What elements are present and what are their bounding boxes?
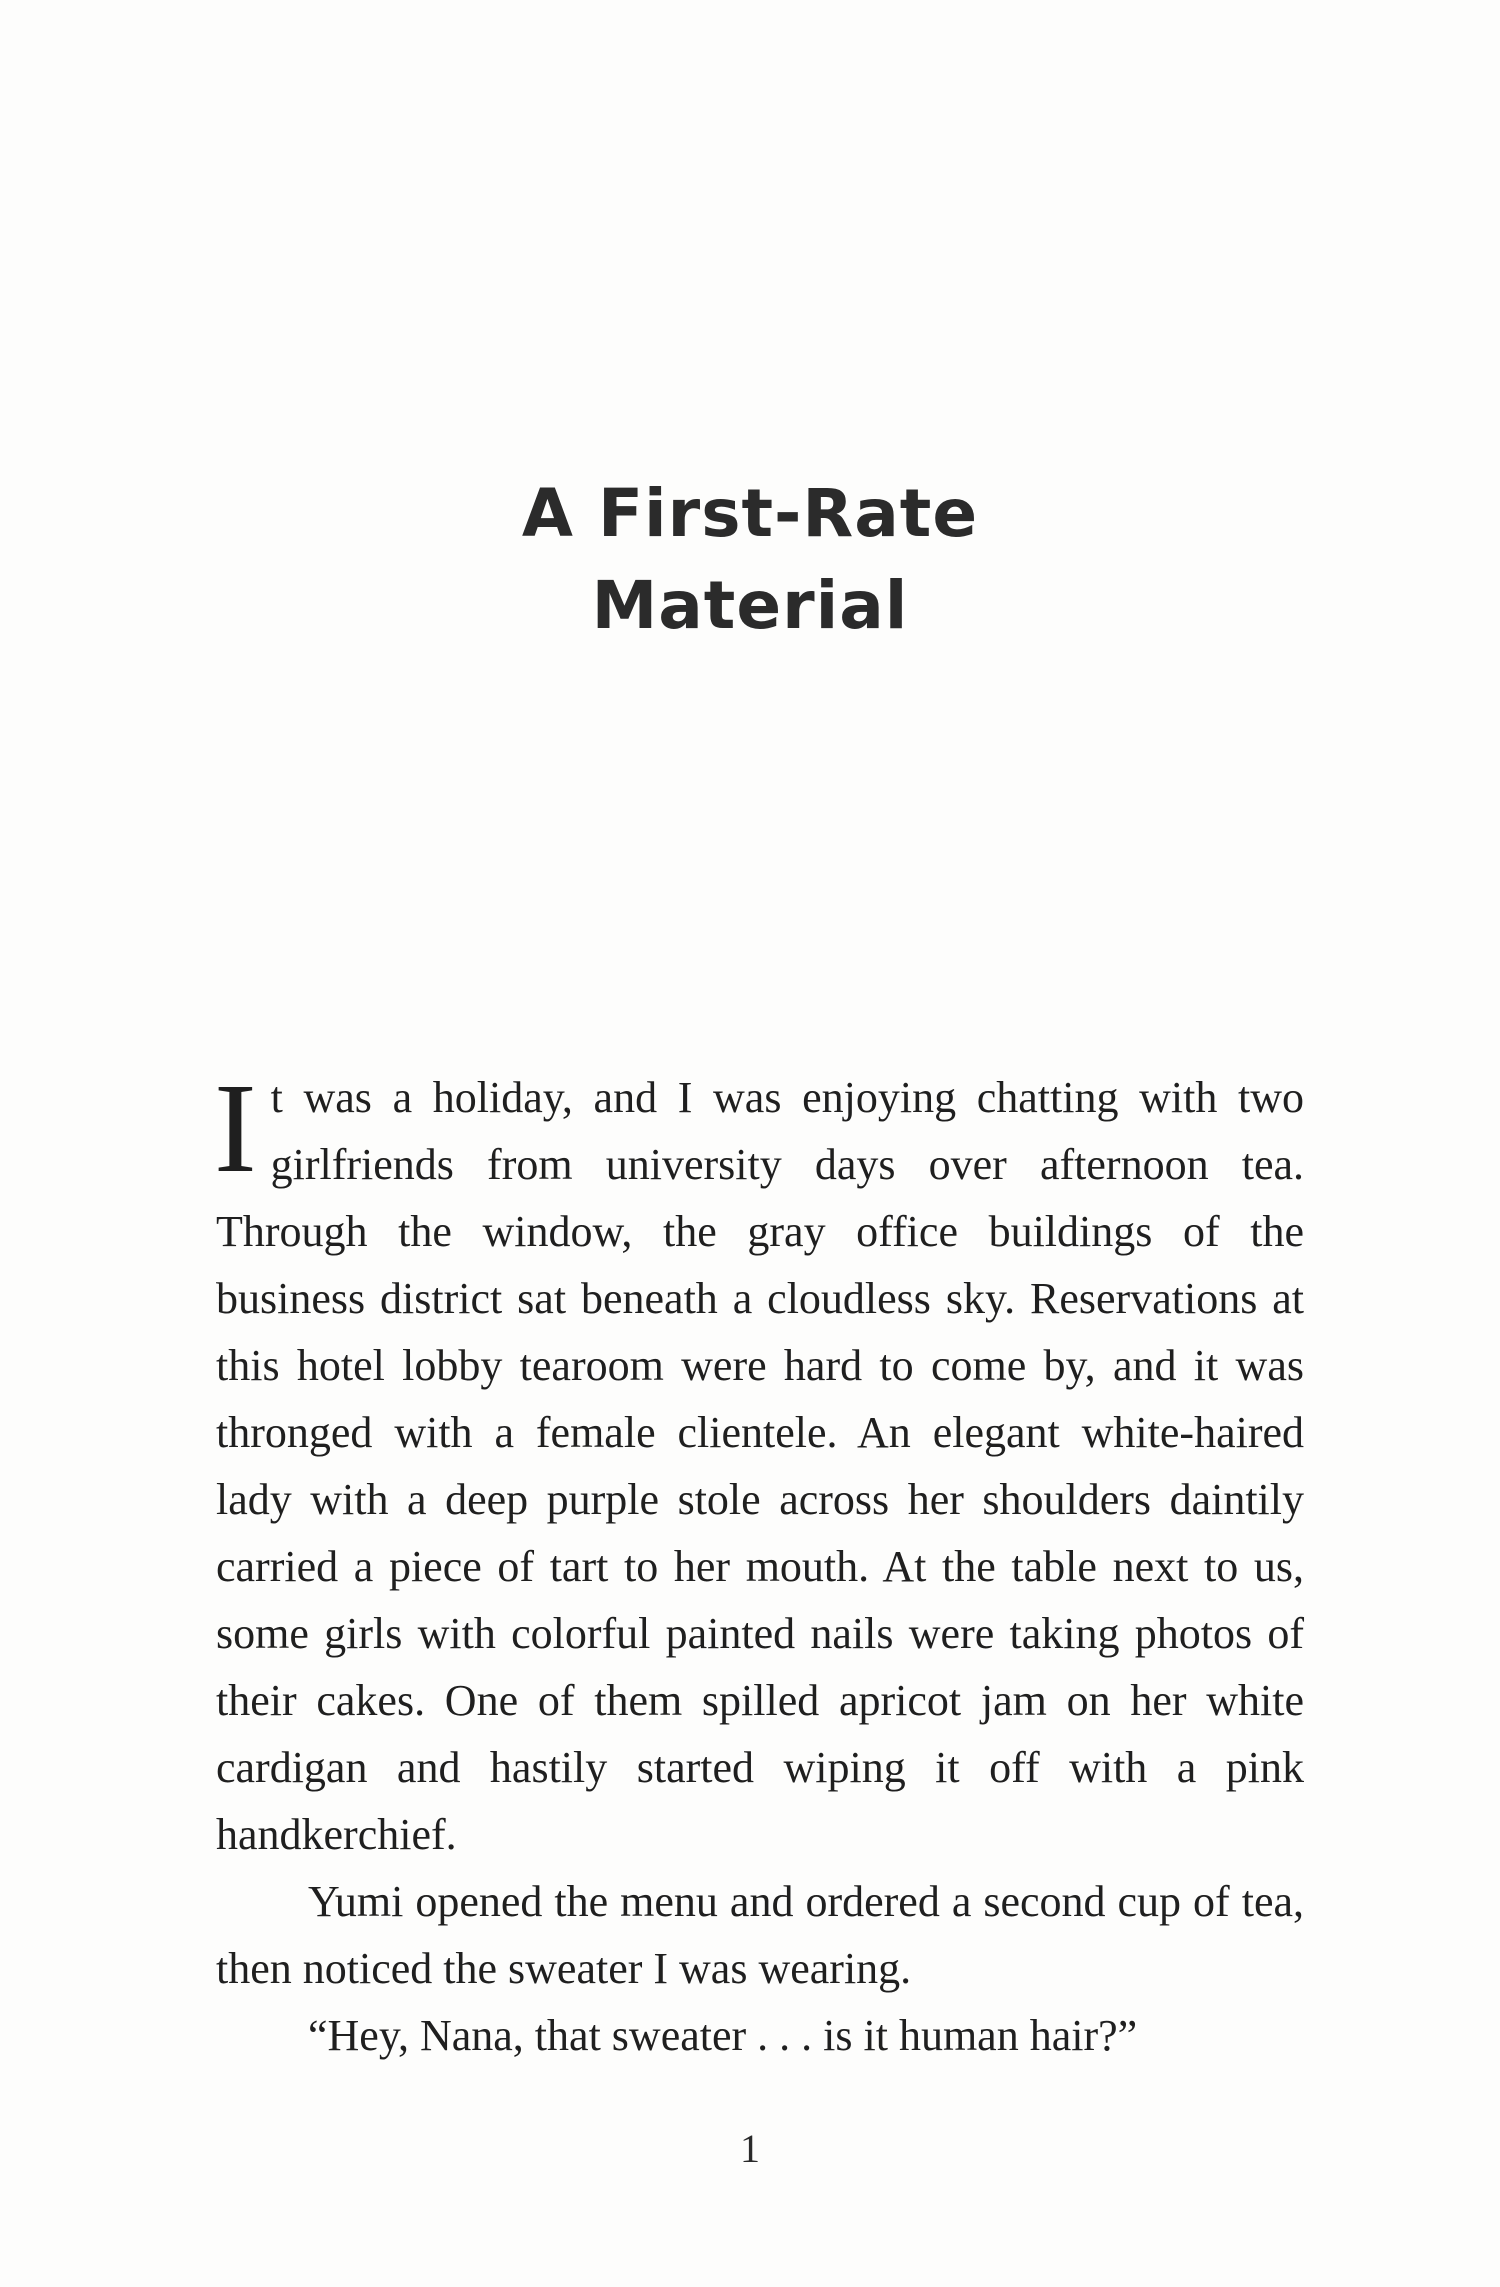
paragraph-2: Yumi opened the menu and ordered a second cup of tea, then noticed the sweater I was wearing.: [216, 1877, 1304, 1993]
drop-cap: I: [214, 1057, 257, 1199]
chapter-title-line-2: Material: [591, 567, 909, 644]
chapter-title: [0, 468, 1500, 652]
paragraph-3: “Hey, Nana, that sweater . . . is it human hair?”: [308, 2011, 1138, 2060]
paragraph-1: [214, 1057, 1304, 1868]
paragraph-1-text: t was a holiday, and I was enjoying chatting with two girlfriends from university days over afternoon tea. Through the window, the gray office buildings of the business district sat beneath a cloudless sky. Reservations at this hotel lobby tearoom were hard to come by, and it was thronged with a female clientele. An elegant white-haired lady with a deep purple stole across her shoulders daintily carried a piece of tart to her mouth. At the table next to us, some girls with colorful painted nails were taking photos of their cakes. One of them spilled apricot jam on her white cardigan and hastily started wiping it off with a pink handkerchief.: [216, 1073, 1304, 1859]
page-number: 1: [740, 2126, 760, 2171]
chapter-title-line-1: A First-Rate: [521, 475, 979, 552]
chapter-body: [214, 1057, 1304, 2069]
